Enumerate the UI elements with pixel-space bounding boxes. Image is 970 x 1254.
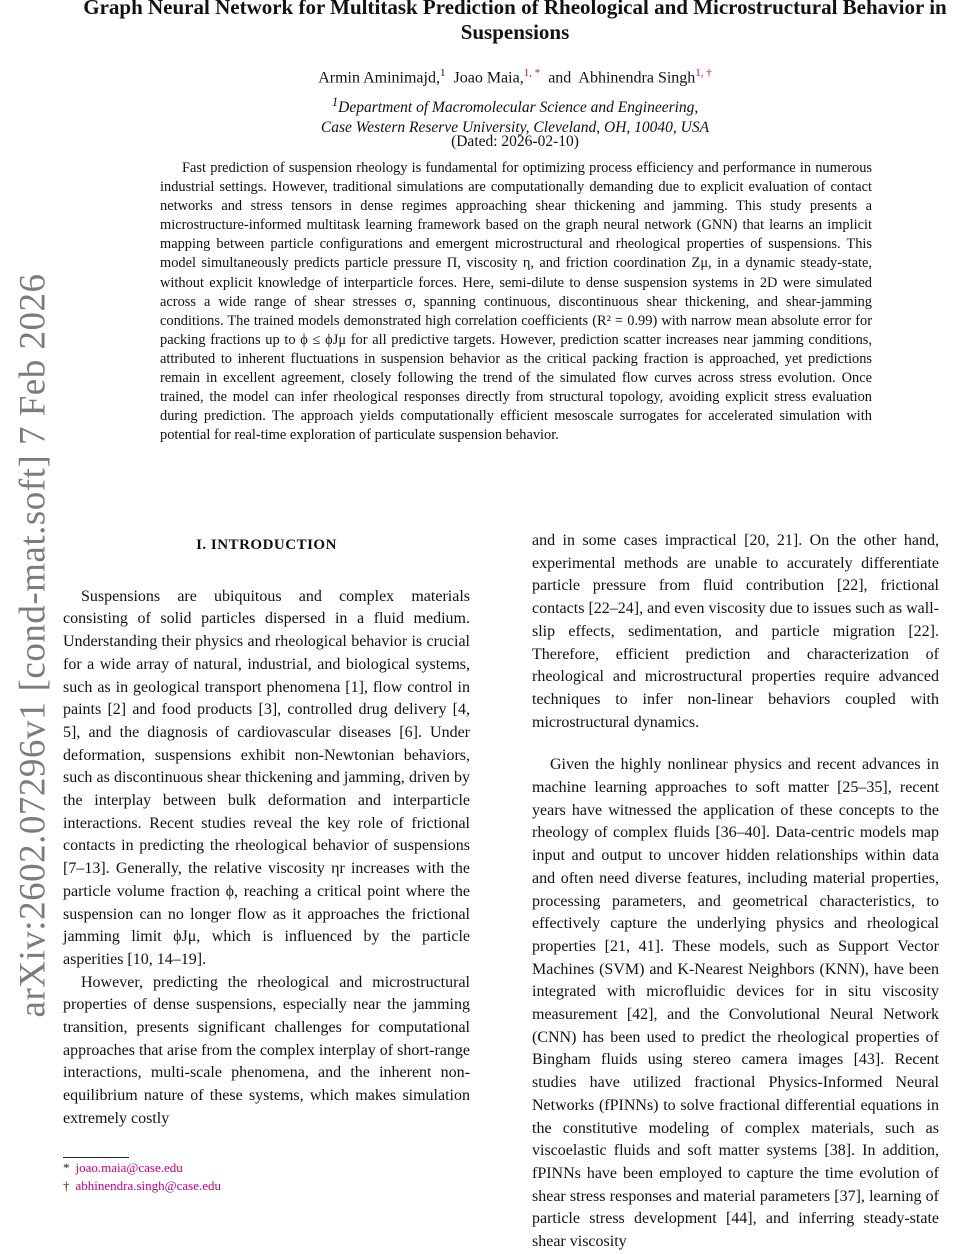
- footnote-2-mark: †: [63, 1178, 70, 1193]
- footnote-1-email-link[interactable]: joao.maia@case.edu: [75, 1160, 183, 1175]
- author-2-affil[interactable]: 1, *: [523, 67, 541, 79]
- date-line: (Dated: 2026-02-10): [451, 133, 579, 150]
- intro-paragraph-3: Given the highly nonlinear physics and recent advances in machine learning approaches to soft matter [25–35], recent years have witnessed the application of these concepts to the rheology of complex fluids [36–40]. Data-centric models map input and output to uncover hidden relationships within data and often need diverse features, including material properties, processing parameters, and geometrical characteristics, to effectively capture the underlying physics and rheological properties [21, 41]. These models, such as Support Vector Machines (SVM) and K-Nearest Neighbors (KNN), have been integrated with microfluidic devices for in situ viscosity measurement [42], and the Convolutional Neural Network (CNN) has been used to predict the rheological properties of Bingham fluids using stereo camera images [43]. Recent studies have utilized fractional Physics-Informed Neural Networks (fPINNs) to solve fractional differential equations in the constitutive modeling of complex materials, such as viscoelastic fluids and soft matter systems [38]. In addition, fPINNs have been employed to capture the time evolution of shear stress responses and material parameters [37], learning of particle stress development [44], and inferring steady-state shear viscosity: [532, 756, 939, 1251]
- intro-paragraph-2: However, predicting the rheological and microstructural properties of dense suspensions, especially near the jamming transition, presents significant challenges for computational approaches that arise from the complex interplay of short-range interactions, multi-scale phenomena, and the inherent non-equilibrium nature of these systems, which makes simulation extremely costly: [63, 973, 470, 1127]
- arxiv-identifier: [0, 250, 66, 1040]
- affiliation: [70, 92, 960, 138]
- affiliation-number: 1: [331, 94, 339, 109]
- author-3: Abhinendra Singh: [578, 69, 696, 87]
- abstract: Fast prediction of suspension rheology is fundamental for optimizing process efficiency and performance in numerous industrial settings. However, traditional simulations are computationally demanding due to explicit evaluation of contact networks and stress tensors in dense regimes approaching shear thickening and jamming. This study presents a microstructure-informed multitask learning framework based on the graph neural network (GNN) that learns an implicit mapping between particle configurations and emergent microstructural and rheological properties of suspensions. This model simultaneously predicts particle pressure Π, viscosity η, and friction coordination Zμ, in a dynamic steady-state, without explicit knowledge of interparticle forces. Here, semi-dilute to dense suspension systems in 2D were simulated across a wide range of shear stresses σ, spanning continuous, discontinuous shear thickening, and shear-jamming conditions. The trained models demonstrated high correlation coefficients (R² = 0.99) with narrow mean absolute error for packing fractions up to ϕ ≤ ϕJμ for all predictive targets. However, prediction scatter increases near jamming conditions, attributed to inherent fluctuations in suspension behavior as the critical packing fraction is approached, yet predictions remain in excellent agreement, closely following the trend of the simulated flow curves across stress evolution. Once trained, the model can infer rheological responses directly from structural topology, avoiding explicit stress evaluation during prediction. The approach yields computationally efficient mesoscale surrogates for accelerated simulation with potential for real-time exploration of particulate suspension behavior.: [160, 160, 872, 444]
- footnote-1-mark: *: [63, 1160, 70, 1175]
- section-heading-introduction: I. INTRODUCTION: [196, 537, 337, 553]
- left-column: [63, 530, 470, 1131]
- intro-paragraph-1: Suspensions are ubiquitous and complex materials consisting of solid particles dispersed in a fluid medium. Understanding their physics and rheological behavior is crucial for a wide array of natural, industrial, and biological systems, such as in geological transport phenomena [1], flow control in paints [2] and food products [3], controlled drug delivery [4, 5], and the diagnosis of cardiovascular diseases [6]. Under deformation, suspensions exhibit non-Newtonian behaviors, such as discontinuous shear thickening and jamming, driven by the interplay between bulk deformation and interparticle interactions. Recent studies reveal the key role of frictional contacts in predicting the rheological behavior of suspensions [7–13]. Generally, the relative viscosity ηr increases with the particle volume fraction ϕ, reaching a critical point where the suspension can no longer flow as it approaches the frictional jamming limit ϕJμ, which is influenced by the particle asperities [10, 14–19].: [63, 587, 470, 968]
- author-list: [70, 67, 960, 87]
- right-column: [532, 530, 939, 1254]
- intro-paragraph-continued: and in some cases impractical [20, 21]. On the other hand, experimental methods are unable to accurately differentiate particle pressure from fluid contribution [22], frictional contacts [22–24], and even viscosity due to issues such as wall-slip effects, sedimentation, and particle migration [22]. Therefore, efficient prediction and characterization of rheological and microstructural properties require advanced techniques to infer non-linear behaviors coupled with microstructural dynamics.: [532, 532, 939, 731]
- author-2: Joao Maia,: [453, 69, 524, 87]
- arxiv-identifier-text: arXiv:2602.07296v1 [cond-mat.soft] 7 Feb 2026: [12, 273, 54, 1017]
- affiliation-line-2: Case Western Reserve University, Cleveland, OH, 10040, USA: [320, 119, 710, 137]
- author-1-affil: 1: [439, 67, 446, 79]
- footnote-divider: [63, 1157, 129, 1158]
- footnote-1: [63, 1160, 183, 1176]
- author-1: Armin Aminimajd,: [318, 69, 440, 87]
- author-3-affil[interactable]: 1, †: [695, 67, 712, 79]
- author-conjunction: and: [548, 69, 572, 87]
- footnote-2-email-link[interactable]: abhinendra.singh@case.edu: [75, 1178, 222, 1193]
- footnote-2: [63, 1178, 221, 1194]
- paper-title: Graph Neural Network for Multitask Prediction of Rheological and Microstructural Behavior in Suspensions: [83, 0, 947, 44]
- affiliation-line-1: Department of Macromolecular Science and Engineering,: [338, 99, 699, 117]
